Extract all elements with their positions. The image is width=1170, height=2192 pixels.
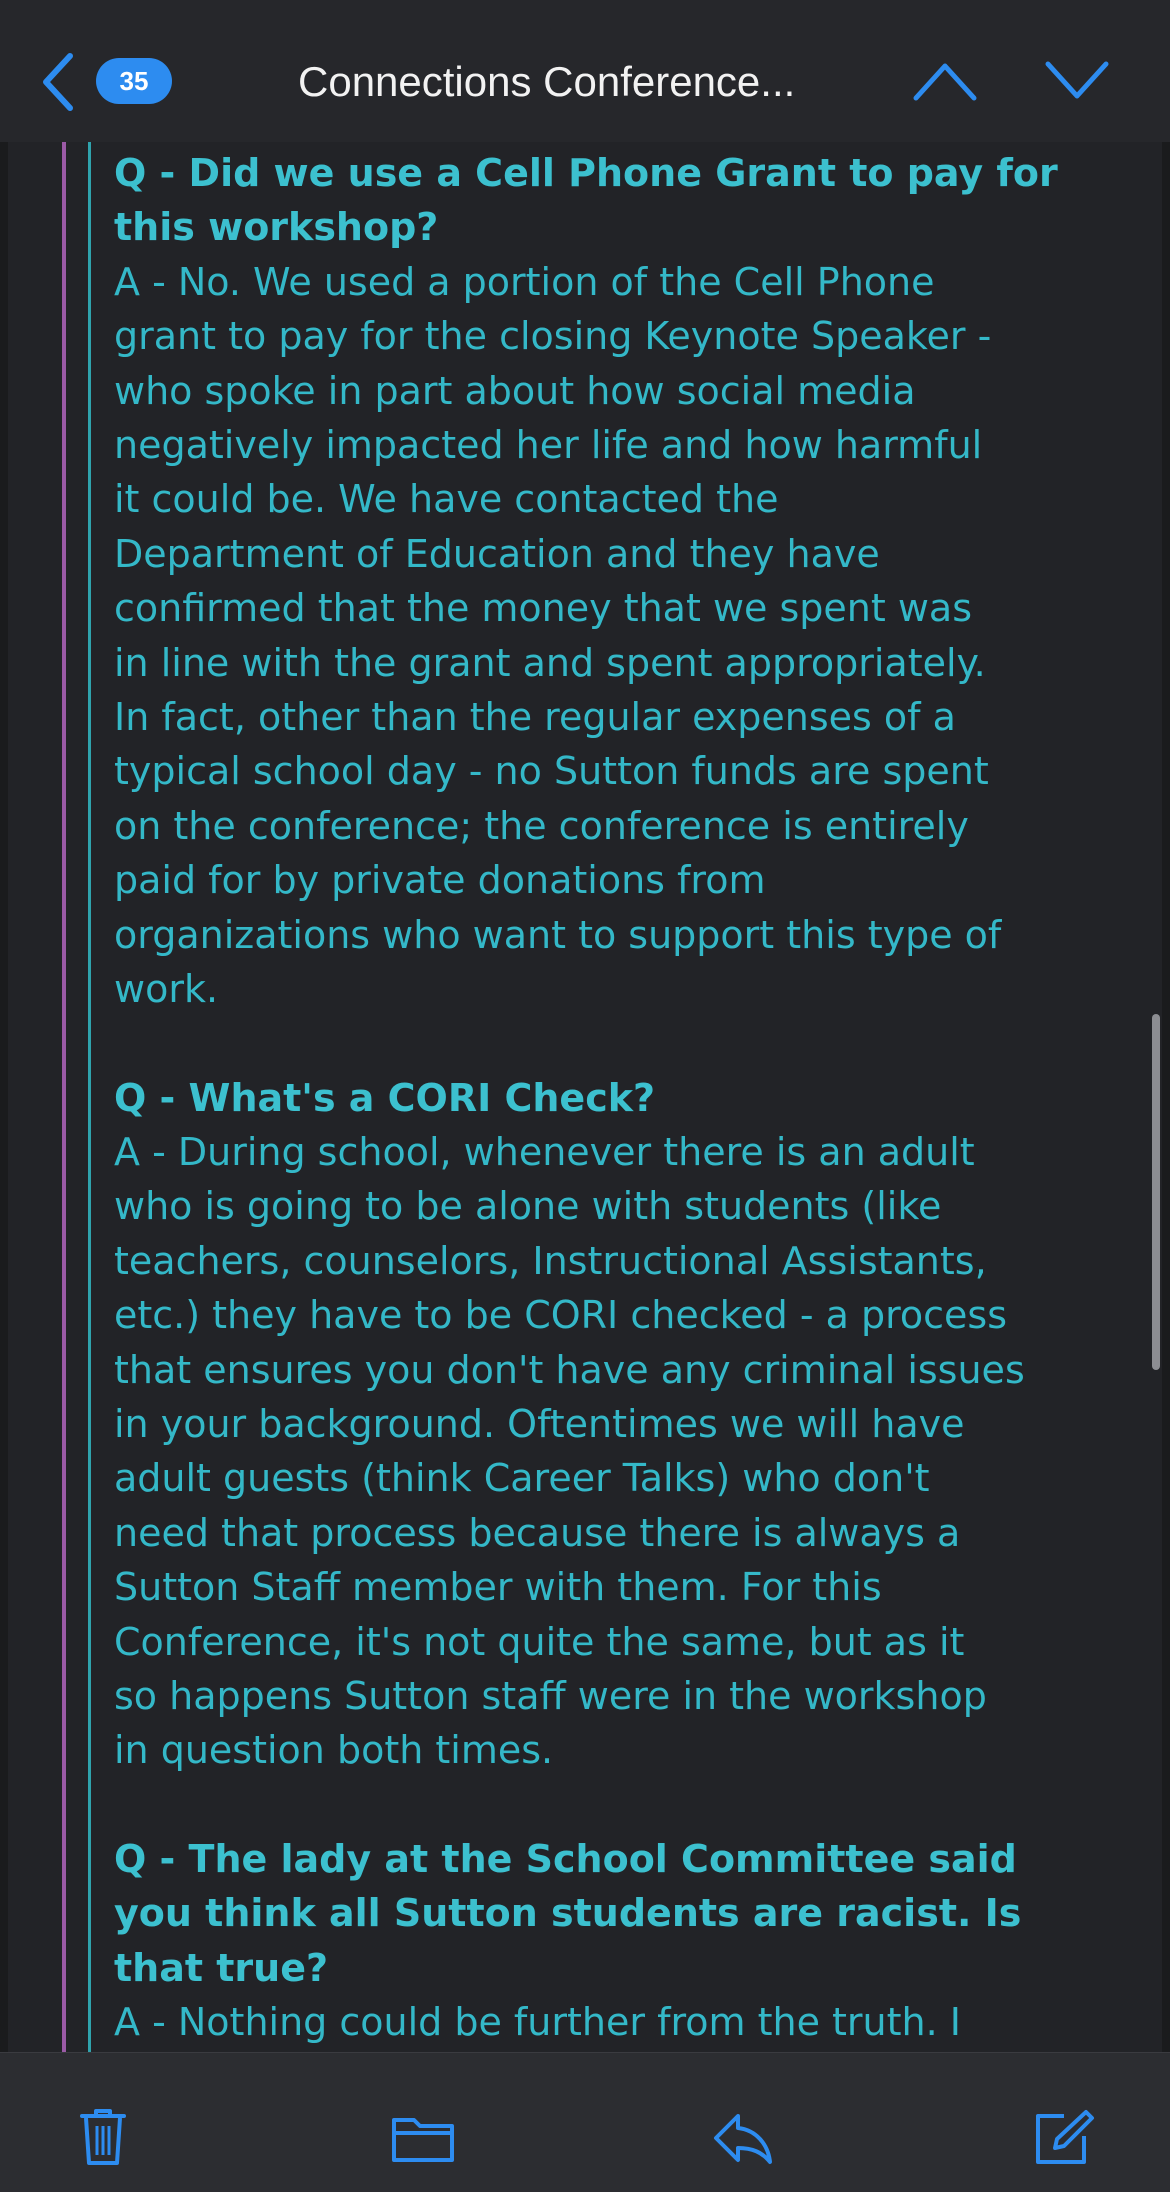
question-text: Q - What's a CORI Check? [114, 1075, 656, 1120]
reply-icon [710, 2106, 776, 2168]
answer-text: A - Nothing could be further from the truth. I [114, 2000, 961, 2044]
delete-button[interactable] [70, 2106, 136, 2168]
previous-message-button[interactable] [912, 60, 978, 102]
message-body[interactable] [114, 146, 1124, 2052]
chevron-left-icon [38, 52, 78, 112]
folder-icon [390, 2106, 456, 2168]
bottom-toolbar [0, 2052, 1170, 2192]
chevron-down-icon [1044, 60, 1110, 102]
back-button[interactable] [38, 52, 78, 112]
answer-text: A - No. We used a portion of the Cell Phone grant to pay for the closing Keynote Speaker - who spoke in part about how social media negatively impacted her life and how harmful it could be. We have contacted the Department of Education and they have confirmed that the money that we spent was in line with the grant and spent appropriately. In fact, other than the regular expenses of a typical school day - no Sutton funds are spent on the conference; the conference is entirely paid for by private donations from organizations who want to support this type of work. [114, 259, 1002, 1012]
chevron-up-icon [912, 60, 978, 102]
paragraph-gap [114, 1017, 1124, 1071]
quote-bar-outer [62, 142, 66, 2052]
unread-count-badge[interactable]: 35 [96, 58, 172, 104]
question-text: Q - Did we use a Cell Phone Grant to pay for this workshop? [114, 151, 1058, 250]
paragraph-gap [114, 1778, 1124, 1832]
quote-bar-inner [88, 142, 91, 2052]
next-message-button[interactable] [1044, 60, 1110, 102]
move-to-folder-button[interactable] [390, 2106, 456, 2168]
compose-button[interactable] [1030, 2106, 1096, 2168]
compose-icon [1030, 2106, 1096, 2168]
trash-icon [70, 2106, 136, 2168]
reply-button[interactable] [710, 2106, 776, 2168]
answer-text: A - During school, whenever there is an adult who is going to be alone with students (like teachers, counselors, Instructional Assistants, etc.) they have to be CORI checked - a process that ensures you don't have any criminal issues in your background. Oftentimes we will have adult guests (think Career Talks) who don't need that process because there is always a Sutton Staff member with them. For this Conference, it's not quite the same, but as it so happens Sutton staff were in the workshop in question both times. [114, 1129, 1025, 1773]
question-text: Q - The lady at the School Committee said you think all Sutton students are racist. Is that true? [114, 1836, 1022, 1990]
scrollbar[interactable] [1152, 1014, 1160, 1370]
message-title: Connections Conference... [298, 58, 796, 105]
